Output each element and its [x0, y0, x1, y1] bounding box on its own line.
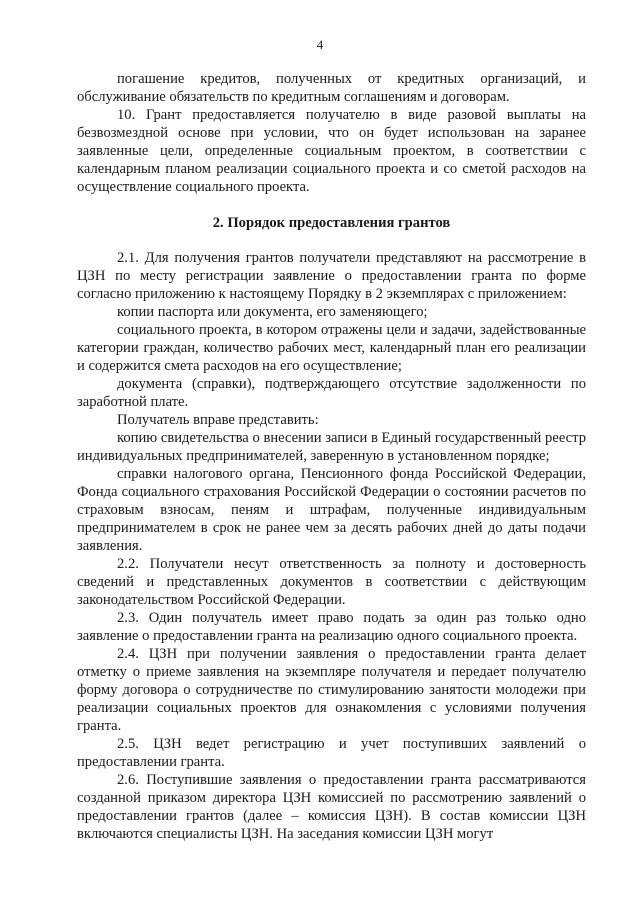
paragraph-clause-2-1: 2.1. Для получения грантов получатели представляют на рассмотрение в ЦЗН по месту регистрации заявление о предоставлении гранта по форме согласно приложению к настоящему Порядку в 2 экземплярах с приложением: [77, 250, 586, 302]
list-item-salary-certificate: документа (справки), подтверждающего отсутствие задолженности по заработной плате. [77, 376, 586, 410]
paragraph-optional-docs: Получатель вправе представить: [117, 412, 319, 428]
paragraph-credits: погашение кредитов, полученных от кредитных организаций, и обслуживание обязательств по кредитным соглашениям и договорам. [77, 71, 586, 105]
list-item-tax-certificates: справки налогового органа, Пенсионного фонда Российской Федерации, Фонда социального страхования Российской Федерации о состоянии расчетов по страховым взносам, пеням и штрафам, полученные индивидуальным предпринимателем в срок не ранее чем за десять рабочих дней до даты подачи заявления. [77, 466, 586, 554]
list-item-registry-certificate: копию свидетельства о внесении записи в Единый государственный реестр индивидуальных предпринимателей, заверенную в установленном порядке; [77, 430, 586, 464]
paragraph-clause-2-2: 2.2. Получатели несут ответственность за полноту и достоверность сведений и представленных документов в соответствии с действующим законодательством Российской Федерации. [77, 556, 586, 608]
page-number: 4 [316, 37, 324, 52]
list-item-passport: копии паспорта или документа, его заменяющего; [117, 304, 428, 320]
paragraph-clause-2-6: 2.6. Поступившие заявления о предоставлении гранта рассматриваются созданной приказом директора ЦЗН комиссией по рассмотрению заявлений о предоставлении грантов (далее – комиссия ЦЗН). В состав комиссии ЦЗН включаются специалисты ЦЗН. На заседания комиссии ЦЗН могут [77, 772, 586, 842]
paragraph-clause-2-3: 2.3. Один получатель имеет право подать за один раз только одно заявление о предоставлении гранта на реализацию одного социального проекта. [77, 610, 586, 644]
paragraph-clause-2-5: 2.5. ЦЗН ведет регистрацию и учет поступивших заявлений о предоставлении гранта. [77, 736, 586, 770]
document-body [77, 70, 586, 843]
list-item-social-project: социального проекта, в котором отражены цели и задачи, задействованные категории граждан, количество рабочих мест, календарный план его реализации и содержится смета расходов на его осуществление; [77, 322, 586, 374]
paragraph-clause-10: 10. Грант предоставляется получателю в виде разовой выплаты на безвозмездной основе при условии, что он будет использован на заранее заявленные цели, определенные социальным проектом, в соответствии с календарным планом реализации социального проекта и со сметой расходов на осуществление социального проекта. [77, 107, 586, 195]
section-title: 2. Порядок предоставления грантов [212, 215, 451, 231]
paragraph-clause-2-4: 2.4. ЦЗН при получении заявления о предоставлении гранта делает отметку о приеме заявления на экземпляре получателя и передает получателю форму договора о сотрудничестве по стимулированию занятости молодежи при реализации социальных проектов для ознакомления с условиями получения гранта. [77, 646, 586, 734]
